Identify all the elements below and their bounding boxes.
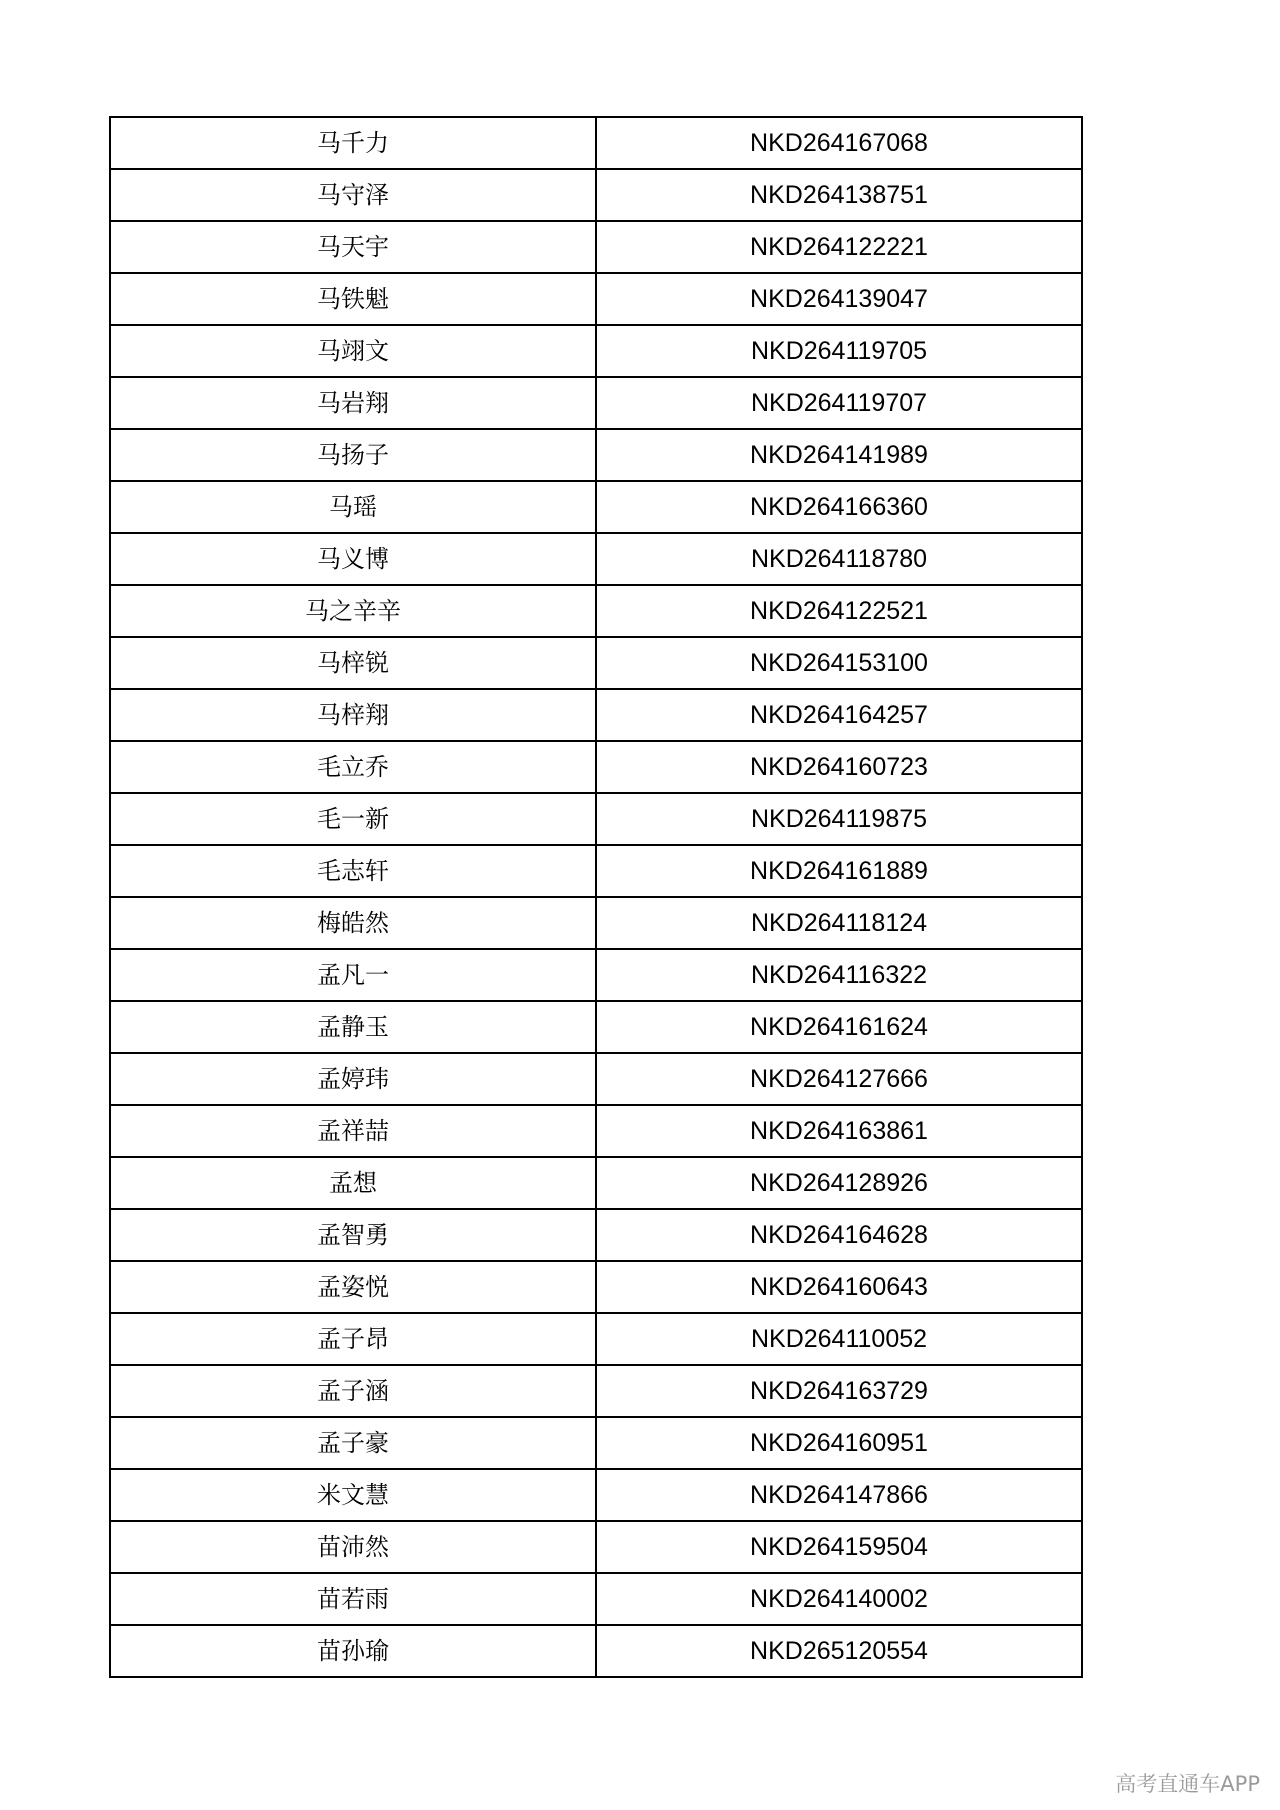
id-cell: NKD264164257: [596, 689, 1082, 741]
id-cell: NKD264128926: [596, 1157, 1082, 1209]
name-cell: 孟想: [110, 1157, 596, 1209]
id-cell: NKD264140002: [596, 1573, 1082, 1625]
name-cell: 马梓锐: [110, 637, 596, 689]
table-row: [110, 1157, 1082, 1209]
table-row: [110, 897, 1082, 949]
id-cell: NKD264139047: [596, 273, 1082, 325]
table-row: [110, 793, 1082, 845]
id-cell: NKD264141989: [596, 429, 1082, 481]
name-cell: 孟子昂: [110, 1313, 596, 1365]
name-cell: 马守泽: [110, 169, 596, 221]
table-row: [110, 1053, 1082, 1105]
id-cell: NKD264110052: [596, 1313, 1082, 1365]
name-cell: 毛志轩: [110, 845, 596, 897]
table-row: [110, 1001, 1082, 1053]
name-cell: 孟静玉: [110, 1001, 596, 1053]
table-row: [110, 1365, 1082, 1417]
id-cell: NKD264119705: [596, 325, 1082, 377]
table-row: [110, 273, 1082, 325]
table-row: [110, 1313, 1082, 1365]
id-cell: NKD264127666: [596, 1053, 1082, 1105]
name-cell: 毛立乔: [110, 741, 596, 793]
id-cell: NKD264161624: [596, 1001, 1082, 1053]
id-cell: NKD264159504: [596, 1521, 1082, 1573]
name-cell: 马千力: [110, 117, 596, 169]
name-cell: 米文慧: [110, 1469, 596, 1521]
watermark-label: 高考直通车APP: [1115, 1772, 1260, 1796]
id-cell: NKD264116322: [596, 949, 1082, 1001]
name-cell: 马瑶: [110, 481, 596, 533]
table-row: [110, 1209, 1082, 1261]
id-cell: NKD264160643: [596, 1261, 1082, 1313]
id-cell: NKD264164628: [596, 1209, 1082, 1261]
id-cell: NKD264122221: [596, 221, 1082, 273]
name-cell: 孟祥喆: [110, 1105, 596, 1157]
name-cell: 马扬子: [110, 429, 596, 481]
id-cell: NKD264119707: [596, 377, 1082, 429]
table-row: [110, 845, 1082, 897]
table-row: [110, 1261, 1082, 1313]
table-row: [110, 741, 1082, 793]
table-row: [110, 325, 1082, 377]
id-cell: NKD264118124: [596, 897, 1082, 949]
name-cell: 毛一新: [110, 793, 596, 845]
name-cell: 马之辛辛: [110, 585, 596, 637]
table-row: [110, 533, 1082, 585]
table-row: [110, 1417, 1082, 1469]
name-cell: 苗孙瑜: [110, 1625, 596, 1677]
table-row: [110, 169, 1082, 221]
name-cell: 马岩翔: [110, 377, 596, 429]
id-cell: NKD264167068: [596, 117, 1082, 169]
id-cell: NKD264161889: [596, 845, 1082, 897]
id-cell: NKD264153100: [596, 637, 1082, 689]
name-cell: 梅皓然: [110, 897, 596, 949]
id-cell: NKD264160951: [596, 1417, 1082, 1469]
table-row: [110, 1469, 1082, 1521]
name-cell: 马义博: [110, 533, 596, 585]
id-cell: NKD265120554: [596, 1625, 1082, 1677]
id-cell: NKD264118780: [596, 533, 1082, 585]
name-cell: 孟婷玮: [110, 1053, 596, 1105]
name-cell: 孟子涵: [110, 1365, 596, 1417]
name-cell: 孟凡一: [110, 949, 596, 1001]
name-cell: 马铁魁: [110, 273, 596, 325]
id-cell: NKD264166360: [596, 481, 1082, 533]
id-cell: NKD264119875: [596, 793, 1082, 845]
name-cell: 苗若雨: [110, 1573, 596, 1625]
id-cell: NKD264163729: [596, 1365, 1082, 1417]
table-row: [110, 1105, 1082, 1157]
id-cell: NKD264122521: [596, 585, 1082, 637]
table-row: [110, 1521, 1082, 1573]
name-cell: 苗沛然: [110, 1521, 596, 1573]
table-row: [110, 689, 1082, 741]
name-cell: 马天宇: [110, 221, 596, 273]
table-row: [110, 949, 1082, 1001]
roster-table: [109, 116, 1083, 1678]
name-cell: 孟姿悦: [110, 1261, 596, 1313]
name-cell: 马梓翔: [110, 689, 596, 741]
table-row: [110, 1625, 1082, 1677]
id-cell: NKD264147866: [596, 1469, 1082, 1521]
name-cell: 孟子豪: [110, 1417, 596, 1469]
table-row: [110, 481, 1082, 533]
table-row: [110, 377, 1082, 429]
table-row: [110, 117, 1082, 169]
name-cell: 孟智勇: [110, 1209, 596, 1261]
table-row: [110, 1573, 1082, 1625]
roster-table-body: [110, 117, 1082, 1677]
table-row: [110, 429, 1082, 481]
table-row: [110, 221, 1082, 273]
id-cell: NKD264138751: [596, 169, 1082, 221]
name-cell: 马翊文: [110, 325, 596, 377]
table-row: [110, 637, 1082, 689]
table-row: [110, 585, 1082, 637]
id-cell: NKD264160723: [596, 741, 1082, 793]
id-cell: NKD264163861: [596, 1105, 1082, 1157]
